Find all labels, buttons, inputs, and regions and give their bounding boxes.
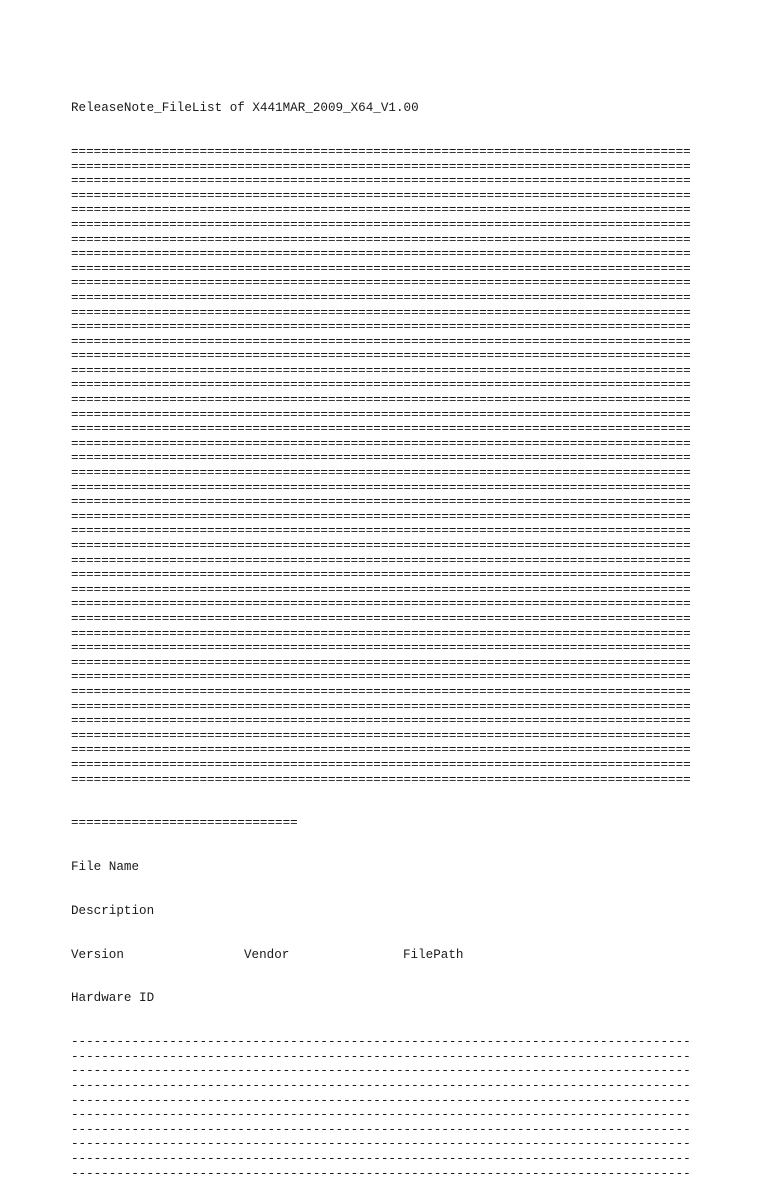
equals-separator-line: ==================================================================================	[71, 480, 691, 495]
dash-separator-line: ----------------------------------------------------------------------------------	[71, 1122, 691, 1137]
equals-separator-line: ==================================================================================	[71, 466, 691, 481]
column-header-vendor: Vendor	[244, 947, 290, 962]
equals-separator-line: ==================================================================================	[71, 743, 691, 758]
equals-separator-line: ==================================================================================	[71, 597, 691, 612]
column-header-hardware-id: Hardware ID	[71, 991, 155, 1006]
equals-separator-line: ==================================================================================	[71, 626, 691, 641]
equals-separator-line: ==================================================================================	[71, 539, 691, 553]
column-header-row	[71, 948, 697, 963]
column-header-version: Version	[71, 947, 124, 962]
equals-separator-line: ==================================================================================	[71, 655, 691, 670]
document-title: ReleaseNote_FileList of X441MAR_2009_X64_V1.00	[71, 101, 419, 116]
equals-separator-line: ==================================================================================	[71, 422, 691, 437]
equals-separator-line: ==================================================================================	[71, 349, 691, 364]
equals-separator-line: ==================================================================================	[71, 363, 691, 378]
dash-separator-line: ----------------------------------------------------------------------------------	[71, 1064, 691, 1079]
equals-separator-line: ==================================================================================	[71, 451, 691, 466]
column-header-file-name: File Name	[71, 860, 140, 875]
release-note-document	[71, 72, 697, 1196]
equals-separator-line: ==================================================================================	[71, 174, 691, 189]
equals-separator-line: ==================================================================================	[71, 232, 691, 247]
equals-separator-line: ==================================================================================	[71, 728, 691, 743]
equals-separator-last: ==============================	[71, 816, 298, 831]
equals-separator-line: ==================================================================================	[71, 159, 691, 174]
dash-separator-block	[71, 1035, 697, 1181]
equals-separator-line: ==================================================================================	[71, 714, 691, 729]
equals-separator-line: ==================================================================================	[71, 305, 691, 320]
dash-separator-line: ----------------------------------------------------------------------------------	[71, 1049, 691, 1064]
equals-separator-line: ==================================================================================	[71, 772, 691, 787]
column-header-file-path: FilePath	[403, 947, 464, 962]
dash-separator-line: ----------------------------------------------------------------------------------	[71, 1093, 691, 1108]
equals-separator-line: ==================================================================================	[71, 276, 691, 291]
equals-separator-line: ==================================================================================	[71, 611, 691, 626]
equals-separator-line: ==================================================================================	[71, 378, 691, 393]
equals-separator-line: ==================================================================================	[71, 553, 691, 568]
equals-separator-line: ==================================================================================	[71, 495, 691, 510]
equals-separator-line: ==================================================================================	[71, 334, 691, 349]
equals-separator-line: ==================================================================================	[71, 261, 691, 276]
equals-separator-line: ==================================================================================	[71, 436, 691, 451]
equals-separator-line: ==================================================================================	[71, 699, 691, 714]
equals-separator-block	[71, 145, 697, 787]
equals-separator-line: ==================================================================================	[71, 144, 691, 159]
dash-separator-line: ----------------------------------------------------------------------------------	[71, 1166, 691, 1181]
equals-separator-line: ==================================================================================	[71, 320, 691, 335]
equals-separator-line: ==================================================================================	[71, 757, 691, 772]
equals-separator-line: ==================================================================================	[71, 582, 691, 597]
dash-separator-line: ----------------------------------------------------------------------------------	[71, 1108, 691, 1123]
dash-separator-line: ----------------------------------------------------------------------------------	[71, 1137, 691, 1152]
equals-separator-line: ==================================================================================	[71, 641, 691, 656]
dash-separator-line: ----------------------------------------------------------------------------------	[71, 1035, 691, 1050]
equals-separator-line: ==================================================================================	[71, 509, 691, 524]
equals-separator-line: ==================================================================================	[71, 670, 691, 685]
column-header-description: Description	[71, 903, 155, 918]
equals-separator-line: ==================================================================================	[71, 203, 691, 218]
equals-separator-line: ==================================================================================	[71, 188, 691, 203]
equals-separator-line: ==================================================================================	[71, 568, 691, 583]
equals-separator-line: ==================================================================================	[71, 290, 691, 305]
dash-separator-line: ----------------------------------------------------------------------------------	[71, 1151, 691, 1166]
equals-separator-line: ==================================================================================	[71, 393, 691, 408]
equals-separator-line: ==================================================================================	[71, 247, 691, 262]
equals-separator-line: ==================================================================================	[71, 684, 691, 699]
dash-separator-line: ----------------------------------------------------------------------------------	[71, 1078, 691, 1093]
equals-separator-line: ==================================================================================	[71, 524, 691, 539]
equals-separator-line: ==================================================================================	[71, 407, 691, 422]
equals-separator-line: ==================================================================================	[71, 217, 691, 232]
